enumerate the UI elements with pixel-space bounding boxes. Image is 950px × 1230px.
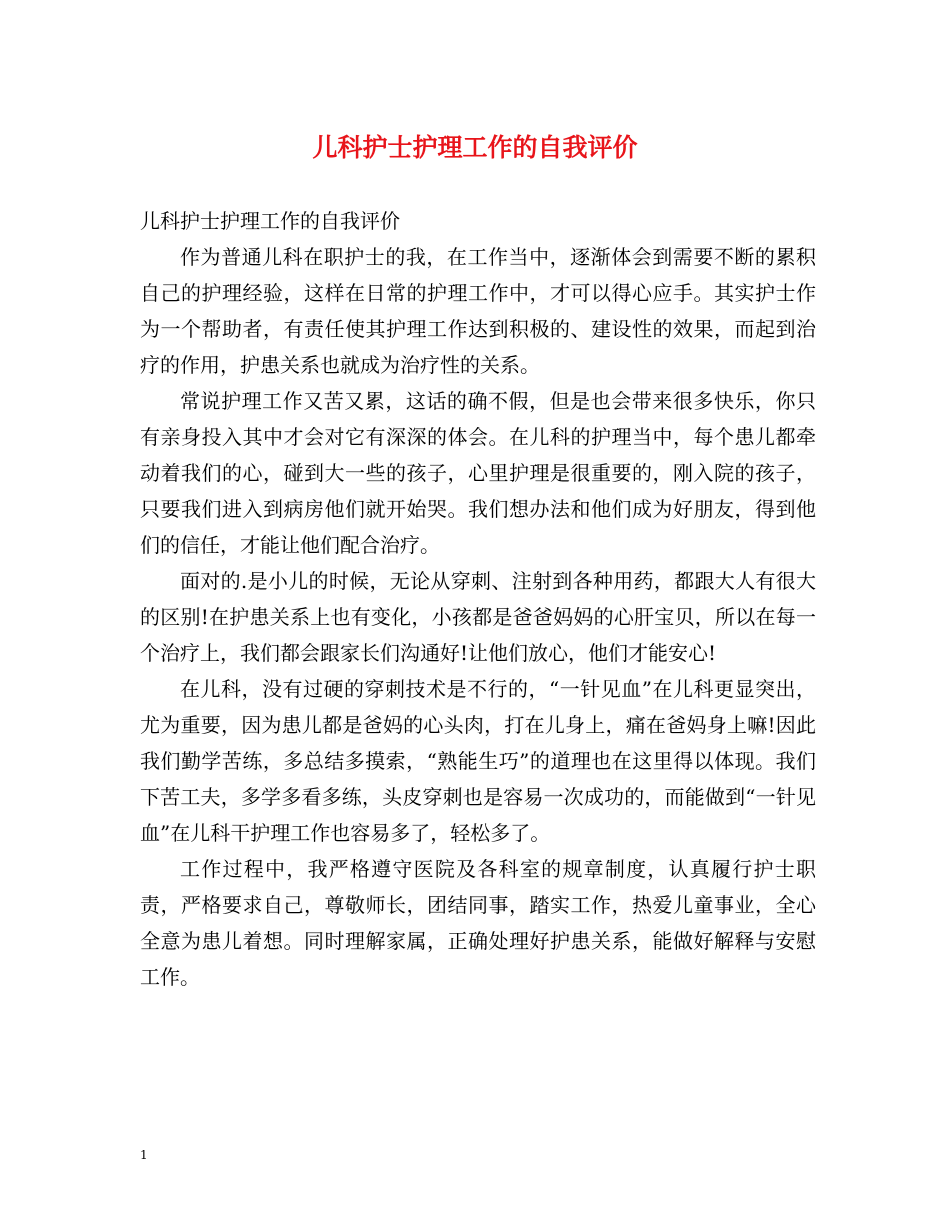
paragraph: 面对的.是小儿的时候，无论从穿刺、注射到各种用药，都跟大人有很大的区别!在护患关系上也有变化，小孩都是爸爸妈妈的心肝宝贝，所以在每一个治疗上，我们都会跟家长们沟通好!让他们放心，他们才能安心! <box>140 569 816 665</box>
document-subheading: 儿科护士护理工作的自我评价 <box>140 209 400 233</box>
paragraph: 作为普通儿科在职护士的我，在工作当中，逐渐体会到需要不断的累积自己的护理经验，这样在日常的护理工作中，才可以得心应手。其实护士作为一个帮助者，有责任使其护理工作达到积极的、建设性的效果，而起到治疗的作用，护患关系也就成为治疗性的关系。 <box>140 245 816 377</box>
page-number: 1 <box>140 1148 148 1162</box>
paragraph: 在儿科，没有过硬的穿刺技术是不行的，“一针见血”在儿科更显突出，尤为重要，因为患儿都是爸妈的心头肉，打在儿身上，痛在爸妈身上嘛!因此我们勤学苦练，多总结多摸索，“熟能生巧”的道理也在这里得以体现。我们下苦工夫，多学多看多练，头皮穿刺也是容易一次成功的，而能做到“一针见血”在儿科干护理工作也容易多了，轻松多了。 <box>140 677 816 845</box>
paragraph: 常说护理工作又苦又累，这话的确不假，但是也会带来很多快乐，你只有亲身投入其中才会对它有深深的体会。在儿科的护理当中，每个患儿都牵动着我们的心，碰到大一些的孩子，心里护理是很重要的，刚入院的孩子，只要我们进入到病房他们就开始哭。我们想办法和他们成为好朋友，得到他们的信任，才能让他们配合治疗。 <box>140 389 816 557</box>
document-title: 儿科护士护理工作的自我评价 <box>312 133 638 162</box>
paragraph: 工作过程中，我严格遵守医院及各科室的规章制度，认真履行护士职责，严格要求自己，尊敬师长，团结同事，踏实工作，热爱儿童事业，全心全意为患儿着想。同时理解家属，正确处理好护患关系，能做好解释与安慰工作。 <box>140 857 816 989</box>
document-body <box>140 203 816 995</box>
